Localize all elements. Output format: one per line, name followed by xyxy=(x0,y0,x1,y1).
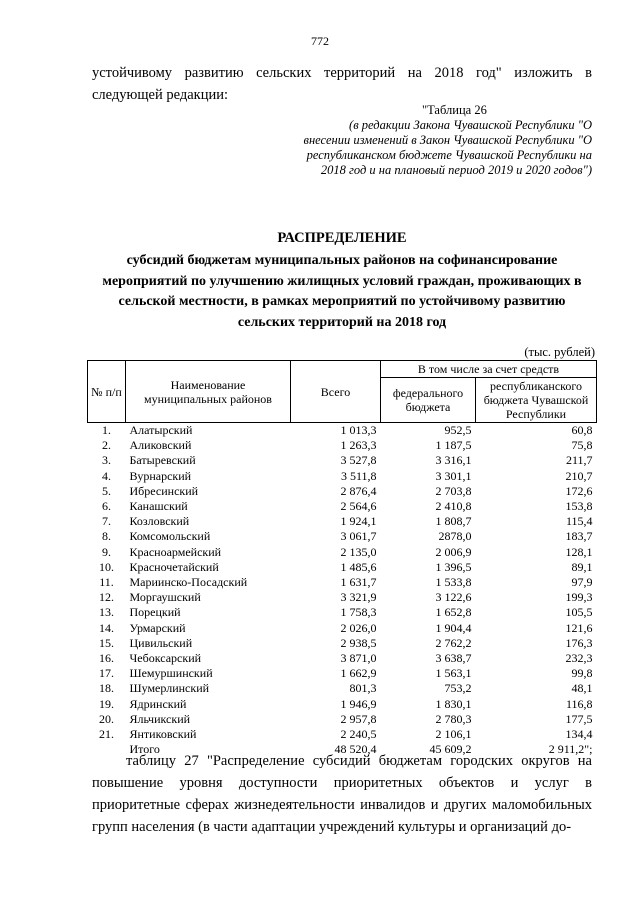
cell-federal: 3 316,1 xyxy=(435,453,472,468)
cell-num: 10. xyxy=(99,559,114,574)
cell-federal: 1 904,4 xyxy=(435,620,472,635)
cell-num: 15. xyxy=(99,635,114,650)
total-cell-name: Итого xyxy=(129,742,160,757)
cell-total: 2 240,5 xyxy=(340,727,377,742)
table-row xyxy=(88,621,597,636)
cell-total: 1 631,7 xyxy=(340,575,377,590)
cell-federal: 2 780,3 xyxy=(435,711,472,726)
cell-republic: 89,1 xyxy=(571,559,593,574)
cell-total: 2 564,6 xyxy=(340,499,377,514)
cell-total: 1 924,1 xyxy=(340,514,377,529)
cell-total: 1 758,3 xyxy=(340,605,377,620)
table-row xyxy=(88,499,597,514)
table-row xyxy=(88,712,597,727)
table-row xyxy=(88,423,597,439)
cell-federal: 2878,0 xyxy=(438,529,472,544)
cell-name: Урмарский xyxy=(129,620,186,635)
table-row xyxy=(88,590,597,605)
cell-num: 2. xyxy=(102,438,111,453)
table-row xyxy=(88,469,597,484)
table-note xyxy=(300,103,600,178)
cell-federal: 753,2 xyxy=(444,681,472,696)
cell-total: 3 511,8 xyxy=(340,468,377,483)
cell-total: 2 938,5 xyxy=(340,635,377,650)
cell-total: 2 957,8 xyxy=(340,711,377,726)
header-including: В том числе за счет средств xyxy=(381,361,597,378)
unit-label: (тыс. рублей) xyxy=(524,345,595,359)
cell-name: Порецкий xyxy=(129,605,181,620)
cell-federal: 1 808,7 xyxy=(435,514,472,529)
cell-total: 3 871,0 xyxy=(340,651,377,666)
table-row xyxy=(88,727,597,742)
cell-federal: 2 762,2 xyxy=(435,635,472,650)
table-row xyxy=(88,560,597,575)
cell-num: 13. xyxy=(99,605,114,620)
cell-total: 2 026,0 xyxy=(340,620,377,635)
table-row xyxy=(88,605,597,620)
total-cell-federal: 45 609,2 xyxy=(429,742,472,757)
cell-total: 3 321,9 xyxy=(340,590,377,605)
cell-num: 11. xyxy=(99,575,114,590)
cell-name: Чебоксарский xyxy=(129,651,202,666)
cell-name: Шемуршинский xyxy=(129,666,213,681)
cell-num: 20. xyxy=(99,711,114,726)
intro-paragraph: устойчивому развитию сельских территорий на 2018 год" изложить в следующей редакции: xyxy=(92,65,592,103)
cell-total: 2 876,4 xyxy=(340,483,377,498)
cell-name: Комсомольский xyxy=(129,529,211,544)
cell-republic: 211,7 xyxy=(565,453,593,468)
total-cell-total: 48 520,4 xyxy=(334,742,377,757)
table-row xyxy=(88,575,597,590)
header-total: Всего xyxy=(291,361,381,423)
cell-name: Козловский xyxy=(129,514,190,529)
cell-num: 1. xyxy=(102,423,111,437)
page-number: 772 xyxy=(311,34,329,48)
table-row xyxy=(88,545,597,560)
cell-num: 19. xyxy=(99,696,114,711)
cell-republic: 121,6 xyxy=(565,620,593,635)
cell-name: Мариинско-Посадский xyxy=(129,575,248,590)
cell-num: 14. xyxy=(99,620,114,635)
cell-republic: 172,6 xyxy=(565,483,593,498)
cell-republic: 153,8 xyxy=(565,499,593,514)
cell-republic: 60,8 xyxy=(571,423,593,437)
cell-federal: 1 652,8 xyxy=(435,605,472,620)
table-row xyxy=(88,651,597,666)
table-row xyxy=(88,636,597,651)
cell-name: Ядринский xyxy=(129,696,187,711)
cell-total: 1 662,9 xyxy=(340,666,377,681)
cell-republic: 232,3 xyxy=(565,651,593,666)
cell-republic: 210,7 xyxy=(565,468,593,483)
table-row xyxy=(88,438,597,453)
cell-republic: 116,8 xyxy=(565,696,593,711)
cell-total: 1 485,6 xyxy=(340,559,377,574)
table-row xyxy=(88,529,597,544)
cell-republic: 183,7 xyxy=(565,529,593,544)
cell-num: 16. xyxy=(99,651,114,666)
cell-name: Алатырский xyxy=(129,423,193,437)
cell-federal: 3 301,1 xyxy=(435,468,472,483)
cell-num: 4. xyxy=(102,468,111,483)
cell-num: 6. xyxy=(102,499,111,514)
cell-federal: 1 533,8 xyxy=(435,575,472,590)
cell-federal: 2 410,8 xyxy=(435,499,472,514)
table-row xyxy=(88,697,597,712)
note-title: "Таблица 26 xyxy=(422,103,487,117)
cell-name: Канашский xyxy=(129,499,188,514)
cell-republic: 115,4 xyxy=(565,514,593,529)
note-body: (в редакции Закона Чувашской Республики "О внесении изменений в Закон Чувашской Республики "О республиканском бюджете Чувашской Республики на 2018 год и на плановый период 2019 и 2020 годов") xyxy=(303,118,592,177)
cell-total: 2 135,0 xyxy=(340,544,377,559)
cell-total: 3 527,8 xyxy=(340,453,377,468)
subsidy-table xyxy=(87,360,597,757)
cell-name: Батыревский xyxy=(129,453,196,468)
cell-name: Моргаушский xyxy=(129,590,201,605)
cell-num: 12. xyxy=(99,590,114,605)
cell-republic: 177,5 xyxy=(565,711,593,726)
table-row xyxy=(88,681,597,696)
cell-federal: 2 703,8 xyxy=(435,483,472,498)
cell-federal: 1 830,1 xyxy=(435,696,472,711)
cell-name: Ибресинский xyxy=(129,483,199,498)
cell-federal: 952,5 xyxy=(444,423,472,437)
cell-name: Вурнарский xyxy=(129,468,192,483)
cell-republic: 48,1 xyxy=(571,681,593,696)
cell-name: Красночетайский xyxy=(129,559,219,574)
cell-num: 18. xyxy=(99,681,114,696)
table-row xyxy=(88,514,597,529)
table-row xyxy=(88,666,597,681)
table-row xyxy=(88,453,597,468)
cell-federal: 1 187,5 xyxy=(435,438,472,453)
cell-total: 1 946,9 xyxy=(340,696,377,711)
cell-federal: 3 638,7 xyxy=(435,651,472,666)
total-cell-republic: 2 911,2"; xyxy=(548,742,593,757)
cell-republic: 105,5 xyxy=(565,605,593,620)
cell-name: Цивильский xyxy=(129,635,193,650)
header-federal: федерального бюджета xyxy=(381,378,476,423)
cell-federal: 1 396,5 xyxy=(435,559,472,574)
cell-republic: 176,3 xyxy=(565,635,593,650)
cell-num: 21. xyxy=(99,727,114,742)
cell-republic: 199,3 xyxy=(565,590,593,605)
header-name: Наименование муниципальных районов xyxy=(126,361,291,423)
cell-name: Яльчикский xyxy=(129,711,191,726)
cell-republic: 128,1 xyxy=(565,544,593,559)
cell-republic: 97,9 xyxy=(571,575,593,590)
cell-federal: 2 106,1 xyxy=(435,727,472,742)
cell-num: 9. xyxy=(102,544,111,559)
cell-federal: 3 122,6 xyxy=(435,590,472,605)
cell-total: 1 263,3 xyxy=(340,438,377,453)
header-republic: республиканского бюджета Чувашской Республики xyxy=(476,378,597,423)
heading-title: РАСПРЕДЕЛЕНИЕ xyxy=(277,230,407,246)
cell-republic: 134,4 xyxy=(565,727,593,742)
cell-name: Шумерлинский xyxy=(129,681,210,696)
ending-paragraph: таблицу 27 "Распределение субсидий бюджетам городских округов на повышение уровня доступности приоритетных объектов и услуг в приоритетные сферах жизнедеятельности инвалидов и других маломобильных групп населения (в части адаптации учреждений культуры и организаций до- xyxy=(92,753,592,835)
cell-num: 5. xyxy=(102,483,111,498)
cell-name: Янтиковский xyxy=(129,727,197,742)
heading-subtitle: субсидий бюджетам муниципальных районов на софинансирование мероприятий по улучшению жилищных условий граждан, проживающих в сельской местности, в рамках мероприятий по устойчивому развитию сельских территорий на 2018 год xyxy=(102,253,582,330)
cell-federal: 1 563,1 xyxy=(435,666,472,681)
cell-num: 7. xyxy=(102,514,111,529)
cell-name: Аликовский xyxy=(129,438,192,453)
cell-republic: 99,8 xyxy=(571,666,593,681)
cell-num: 3. xyxy=(102,453,111,468)
cell-total: 3 061,7 xyxy=(340,529,377,544)
cell-total: 1 013,3 xyxy=(340,423,377,437)
cell-federal: 2 006,9 xyxy=(435,544,472,559)
cell-total: 801,3 xyxy=(349,681,377,696)
cell-republic: 75,8 xyxy=(571,438,593,453)
cell-name: Красноармейский xyxy=(129,544,222,559)
cell-num: 17. xyxy=(99,666,114,681)
table-row xyxy=(88,484,597,499)
cell-num: 8. xyxy=(102,529,111,544)
header-num: № п/п xyxy=(88,361,126,423)
